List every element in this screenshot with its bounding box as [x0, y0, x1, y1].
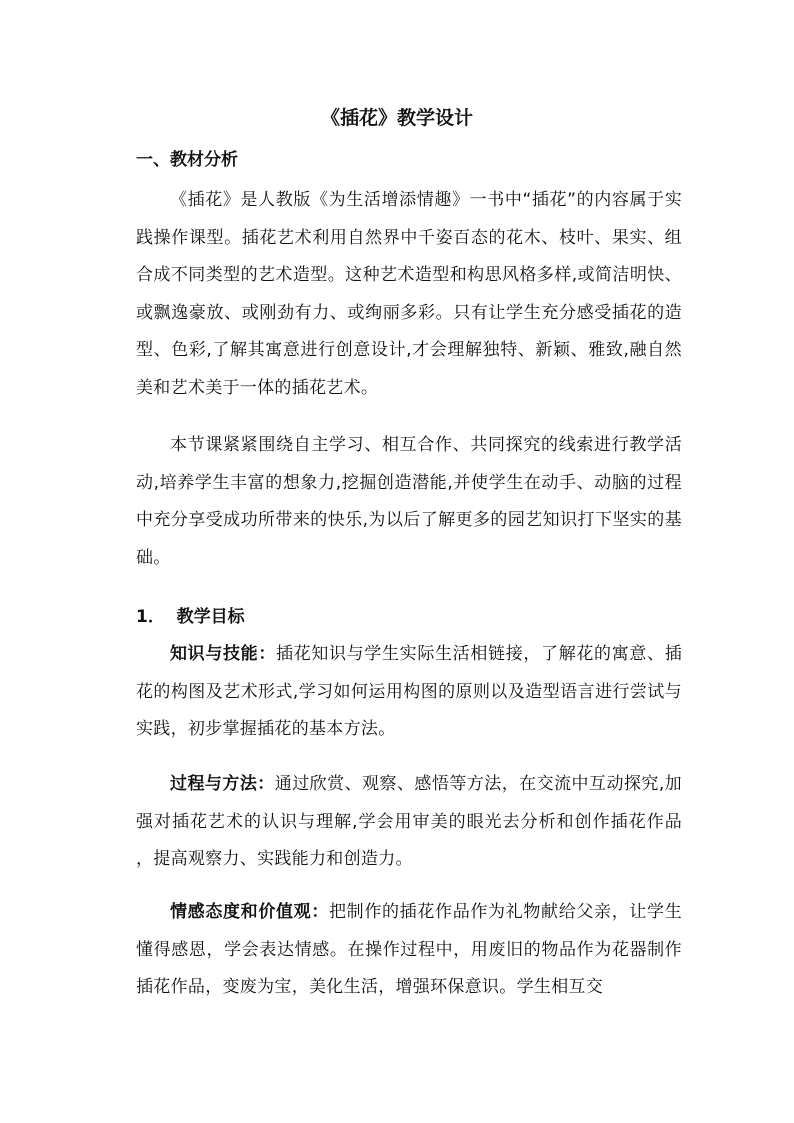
objective-lead-label: 过程与方法： — [170, 774, 275, 794]
paragraph-lesson-design: 本节课紧紧围绕自主学习、相互合作、共同探究的线索进行教学活动,培养学生丰富的想象力,挖掘创造潜能,并使学生在动手、动脑的过程中充分享受成功所带来的快乐,为以后了解更多的园艺知识打下坚实的基础。 — [136, 435, 682, 568]
section-heading-teaching-objectives: 1． 教学目标 — [136, 607, 245, 627]
objective-emotion-values — [136, 894, 682, 1007]
section-heading-textbook-analysis: 一、教材分析 — [136, 150, 238, 170]
objective-text: 把制作的插花作品作为礼物献给父亲，让学生懂得感恩，学会表达情感。在操作过程中，用废旧的物品作为花器制作插花作品，变废为宝，美化生活，增强环保意识。学生相互交 — [136, 902, 683, 998]
objective-lead-label: 知识与技能： — [170, 644, 277, 664]
paragraph-textbook-intro: 《插花》是人教版《为生活增添情趣》一书中“插花”的内容属于实践操作课型。插花艺术利用自然界中千姿百态的花木、枝叶、果实、组合成不同类型的艺术造型。这种艺术造型和构思风格多样,或简洁明快、或飘逸豪放、或刚劲有力、或绚丽多彩。只有让学生充分感受插花的造型、色彩,了解其寓意进行创意设计,才会理解独特、新颖、雅致,融自然美和艺术美于一体的插花艺术。 — [136, 190, 682, 398]
objective-text: 通过欣赏、观察、感悟等方法，在交流中互动探究,加强对插花艺术的认识与理解,学会用审美的眼光去分析和创作插花作品 ，提高观察力、实践能力和创造力。 — [136, 774, 682, 870]
objective-text: 插花知识与学生实际生活相链接，了解花的寓意、插花的构图及艺术形式,学习如何运用构图的原则以及造型语言进行尝试与实践，初步掌握插花的基本方法。 — [136, 644, 682, 740]
objective-process-methods — [136, 766, 682, 879]
objective-knowledge-skills — [136, 636, 682, 749]
objective-lead-label: 情感态度和价值观： — [170, 902, 330, 922]
document-title: 《插花》教学设计 — [320, 107, 473, 129]
